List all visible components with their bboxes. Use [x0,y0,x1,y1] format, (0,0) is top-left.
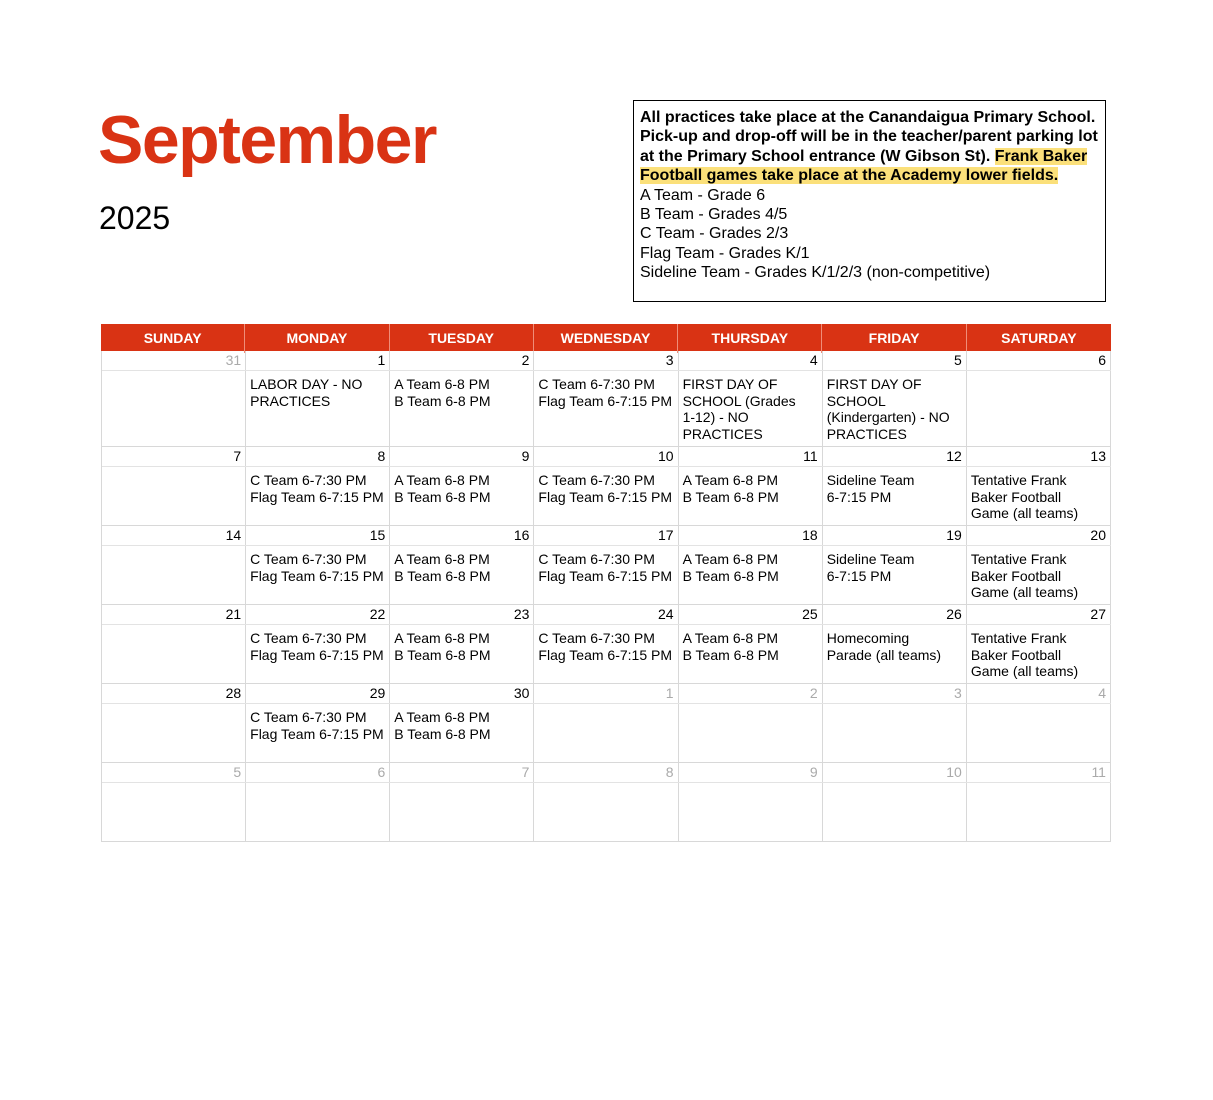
day-number: 4 [967,684,1111,703]
day-number: 5 [823,351,967,370]
day-number: 6 [967,351,1111,370]
day-number: 6 [246,763,390,782]
day-events: C Team 6-7:30 PM Flag Team 6-7:15 PM [534,546,678,604]
week-events-row [102,467,1111,526]
week-events-row [102,783,1111,842]
day-events [102,371,246,446]
notes-games-highlight: Frank Baker Football games take place at the Academy lower fields. [640,147,1088,185]
day-events [679,704,823,762]
day-number: 7 [102,447,246,466]
day-events [967,783,1111,841]
day-events [679,783,823,841]
day-events [246,783,390,841]
day-number: 5 [102,763,246,782]
notes-team-item: C Team - Grades 2/3 [640,225,789,243]
day-events [102,704,246,762]
day-number: 2 [390,351,534,370]
day-events: Tentative Frank Baker Football Game (all teams) [967,625,1111,683]
day-number: 26 [823,605,967,624]
week-date-row [102,351,1111,371]
week-events-row [102,546,1111,605]
day-number: 15 [246,526,390,545]
day-number: 11 [679,447,823,466]
day-number: 28 [102,684,246,703]
notes-location-text: All practices take place at the Canandaigua Primary School. Pick-up and drop-off will be in the teacher/parent parking lot at the Primary School entrance (W Gibson St). [640,109,1098,165]
day-events: A Team 6-8 PM B Team 6-8 PM [390,625,534,683]
month-title: September [98,102,436,178]
day-number: 21 [102,605,246,624]
day-number: 2 [679,684,823,703]
calendar-week [101,526,1111,605]
week-date-row [102,763,1111,783]
week-events-row [102,704,1111,763]
week-date-row [102,526,1111,546]
day-number: 14 [102,526,246,545]
day-events: A Team 6-8 PM B Team 6-8 PM [679,625,823,683]
notes-team-item: B Team - Grades 4/5 [640,206,788,224]
calendar-week [101,447,1111,526]
week-date-row [102,447,1111,467]
day-number: 20 [967,526,1111,545]
day-events: A Team 6-8 PM B Team 6-8 PM [390,704,534,762]
day-number: 10 [823,763,967,782]
day-events: FIRST DAY OF SCHOOL (Grades 1-12) - NO PRACTICES [679,371,823,446]
day-events [823,704,967,762]
day-number: 10 [534,447,678,466]
day-events: C Team 6-7:30 PM Flag Team 6-7:15 PM [246,546,390,604]
day-events [102,625,246,683]
day-number: 13 [967,447,1111,466]
day-number: 17 [534,526,678,545]
day-events: Sideline Team 6-7:15 PM [823,467,967,525]
day-events: Homecoming Parade (all teams) [823,625,967,683]
notes-team-item: A Team - Grade 6 [640,186,766,204]
day-number: 9 [679,763,823,782]
day-events: C Team 6-7:30 PM Flag Team 6-7:15 PM [246,704,390,762]
week-events-row [102,371,1111,447]
notes-team-item: Flag Team - Grades K/1 [640,244,810,262]
day-events: A Team 6-8 PM B Team 6-8 PM [679,467,823,525]
week-date-row [102,605,1111,625]
day-number: 3 [823,684,967,703]
day-events [967,371,1111,446]
calendar-week [101,605,1111,684]
day-number: 12 [823,447,967,466]
day-events: Tentative Frank Baker Football Game (all teams) [967,546,1111,604]
day-events: C Team 6-7:30 PM Flag Team 6-7:15 PM [534,625,678,683]
day-events: LABOR DAY - NO PRACTICES [246,371,390,446]
week-date-row [102,684,1111,704]
day-number: 4 [679,351,823,370]
day-events [102,783,246,841]
day-events: A Team 6-8 PM B Team 6-8 PM [390,546,534,604]
day-number: 29 [246,684,390,703]
day-number: 8 [246,447,390,466]
day-number: 23 [390,605,534,624]
day-number: 7 [390,763,534,782]
day-events [823,783,967,841]
day-number: 9 [390,447,534,466]
notes-team-item: Sideline Team - Grades K/1/2/3 (non-competitive) [640,264,991,282]
day-events [967,704,1111,762]
day-events: C Team 6-7:30 PM Flag Team 6-7:15 PM [246,625,390,683]
day-events: Tentative Frank Baker Football Game (all teams) [967,467,1111,525]
day-number: 1 [534,684,678,703]
day-events: A Team 6-8 PM B Team 6-8 PM [390,467,534,525]
weekday-tuesday: TUESDAY [390,324,534,353]
day-number: 27 [967,605,1111,624]
weekday-monday: MONDAY [245,324,389,353]
weekday-thursday: THURSDAY [678,324,822,353]
day-events [534,704,678,762]
day-number: 24 [534,605,678,624]
day-number: 1 [246,351,390,370]
day-events [102,467,246,525]
year-title: 2025 [99,200,171,236]
day-events: A Team 6-8 PM B Team 6-8 PM [679,546,823,604]
notes-box [633,100,1106,302]
day-events: C Team 6-7:30 PM Flag Team 6-7:15 PM [246,467,390,525]
day-number: 19 [823,526,967,545]
weekday-saturday: SATURDAY [1001,330,1077,346]
day-events: Sideline Team 6-7:15 PM [823,546,967,604]
weekday-header [101,324,1111,351]
day-number: 31 [102,351,246,370]
day-events: C Team 6-7:30 PM Flag Team 6-7:15 PM [534,371,678,446]
weekday-wednesday: WEDNESDAY [534,324,678,353]
weekday-sunday: SUNDAY [101,324,245,353]
day-events [534,783,678,841]
day-number: 16 [390,526,534,545]
day-events: FIRST DAY OF SCHOOL (Kindergarten) - NO PRACTICES [823,371,967,446]
day-events: A Team 6-8 PM B Team 6-8 PM [390,371,534,446]
week-events-row [102,625,1111,684]
day-number: 22 [246,605,390,624]
day-number: 30 [390,684,534,703]
day-number: 11 [967,763,1111,782]
day-number: 25 [679,605,823,624]
calendar-week [101,351,1111,447]
day-events: C Team 6-7:30 PM Flag Team 6-7:15 PM [534,467,678,525]
calendar-grid [101,324,1111,842]
day-events [102,546,246,604]
calendar-week [101,684,1111,763]
calendar-week [101,763,1111,842]
day-number: 18 [679,526,823,545]
calendar-weeks [101,351,1111,842]
day-number: 3 [534,351,678,370]
day-number: 8 [534,763,678,782]
weekday-friday: FRIDAY [822,324,966,353]
day-events [390,783,534,841]
